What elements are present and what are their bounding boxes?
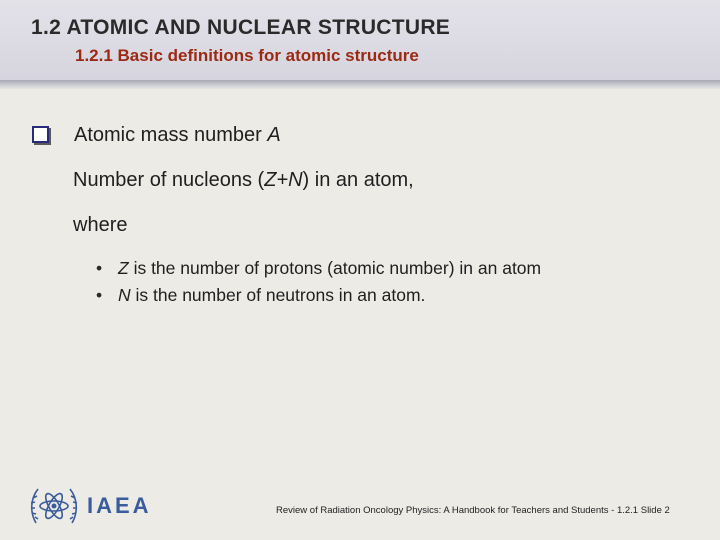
slide-subtitle: 1.2.1 Basic definitions for atomic structure <box>75 46 419 65</box>
checkbox-bullet-icon <box>32 126 49 143</box>
iaea-logo-icon <box>28 481 80 531</box>
slide-header <box>0 0 720 80</box>
bullet-heading-variable: A <box>267 124 281 146</box>
bullet-dot-icon: • <box>96 285 103 305</box>
sub-item-variable: N <box>118 285 131 305</box>
where-line: where <box>73 214 128 236</box>
bullet-heading <box>74 124 281 147</box>
bullet-dot-icon: • <box>96 258 103 278</box>
slide-title: 1.2 ATOMIC AND NUCLEAR STRUCTURE <box>31 16 451 39</box>
sub-item-text: is the number of protons (atomic number) in an atom <box>128 258 542 278</box>
list-item <box>96 285 541 312</box>
definition-line <box>73 169 414 192</box>
footer-brand: IAEA <box>87 493 152 518</box>
list-item <box>96 258 541 285</box>
sub-item-text: is the number of neutrons in an atom. <box>130 285 426 305</box>
header-divider <box>0 80 720 89</box>
definition-suffix: ) in an atom, <box>302 169 414 191</box>
definition-variable: Z+N <box>264 169 303 191</box>
definition-prefix: Number of nucleons ( <box>73 169 265 191</box>
sub-item-variable: Z <box>118 258 129 278</box>
sub-bullet-list <box>96 258 541 312</box>
bullet-heading-text: Atomic mass number <box>74 124 268 146</box>
footer-citation: Review of Radiation Oncology Physics: A Handbook for Teachers and Students - 1.2.1 Slide 2 <box>276 505 670 516</box>
